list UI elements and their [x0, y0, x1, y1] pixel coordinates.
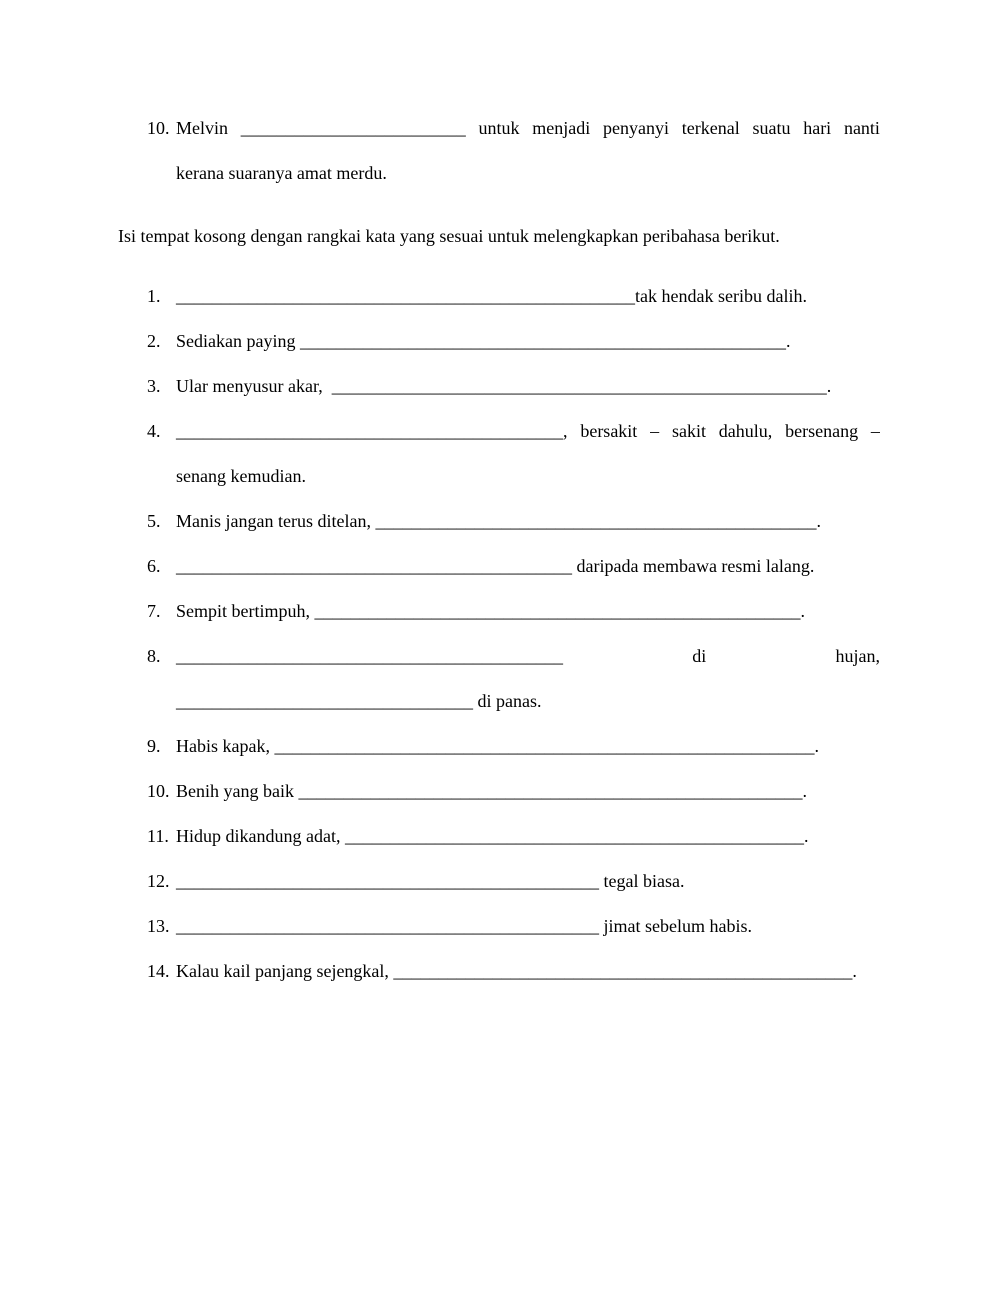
item-number: 6. — [147, 556, 161, 576]
item-8-line-2[interactable]: _________________________________ di panas. — [176, 691, 542, 711]
word: – — [870, 421, 880, 441]
answer-blank[interactable]: _________________________ — [240, 118, 466, 138]
word: – — [650, 421, 660, 441]
word: hujan, — [835, 646, 880, 666]
item-number: 3. — [147, 376, 161, 396]
item-2-text[interactable]: Sediakan paying ______________________________________________________. — [176, 331, 791, 351]
word: hari — [803, 118, 832, 138]
word: menjadi — [532, 118, 591, 138]
item-number: 13. — [147, 916, 170, 936]
item-8-line-1 — [176, 645, 880, 667]
item-number: 11. — [147, 826, 169, 846]
item-7-text[interactable]: Sempit bertimpuh, ______________________________________________________. — [176, 601, 805, 621]
word: Melvin — [176, 118, 228, 138]
word: bersenang — [785, 421, 859, 441]
word: untuk — [478, 118, 520, 138]
word: bersakit — [580, 421, 638, 441]
item-9-text[interactable]: Habis kapak, ____________________________________________________________. — [176, 736, 819, 756]
answer-blank[interactable]: ___________________________________________ — [176, 646, 563, 666]
item-11-text[interactable]: Hidup dikandung adat, ___________________________________________________. — [176, 826, 809, 846]
item-number: 7. — [147, 601, 161, 621]
item-number: 10. — [147, 781, 170, 801]
prev-question-number: 10. — [147, 118, 170, 138]
word: suatu — [752, 118, 791, 138]
item-4-line-1 — [176, 420, 880, 442]
item-4-line-2: senang kemudian. — [176, 466, 306, 486]
item-3-text[interactable]: Ular menyusur akar, _______________________________________________________. — [176, 376, 832, 396]
item-number: 12. — [147, 871, 170, 891]
item-10-text[interactable]: Benih yang baik ________________________________________________________. — [176, 781, 807, 801]
answer-blank[interactable]: ___________________________________________, — [176, 421, 568, 441]
item-13-text[interactable]: _______________________________________________ jimat sebelum habis. — [176, 916, 752, 936]
item-number: 4. — [147, 421, 161, 441]
item-6-text[interactable]: ____________________________________________ daripada membawa resmi lalang. — [176, 556, 815, 576]
word: dahulu, — [718, 421, 773, 441]
word: di — [692, 646, 707, 666]
item-14-text[interactable]: Kalau kail panjang sejengkal, ___________________________________________________. — [176, 961, 857, 981]
item-number: 1. — [147, 286, 161, 306]
item-number: 9. — [147, 736, 161, 756]
word: nanti — [843, 118, 880, 138]
item-number: 14. — [147, 961, 170, 981]
prev-question-line-1 — [176, 117, 880, 139]
item-5-text[interactable]: Manis jangan terus ditelan, _________________________________________________. — [176, 511, 821, 531]
item-1-text[interactable]: ___________________________________________________tak hendak seribu dalih. — [176, 286, 807, 306]
item-12-text[interactable]: _______________________________________________ tegal biasa. — [176, 871, 685, 891]
word: penyanyi — [603, 118, 669, 138]
instruction-text: Isi tempat kosong dengan rangkai kata yang sesuai untuk melengkapkan peribahasa berikut. — [118, 226, 780, 246]
item-number: 2. — [147, 331, 161, 351]
word: sakit — [671, 421, 706, 441]
word: terkenal — [681, 118, 740, 138]
prev-question-line-2: kerana suaranya amat merdu. — [176, 163, 387, 183]
item-number: 5. — [147, 511, 161, 531]
item-number: 8. — [147, 646, 161, 666]
